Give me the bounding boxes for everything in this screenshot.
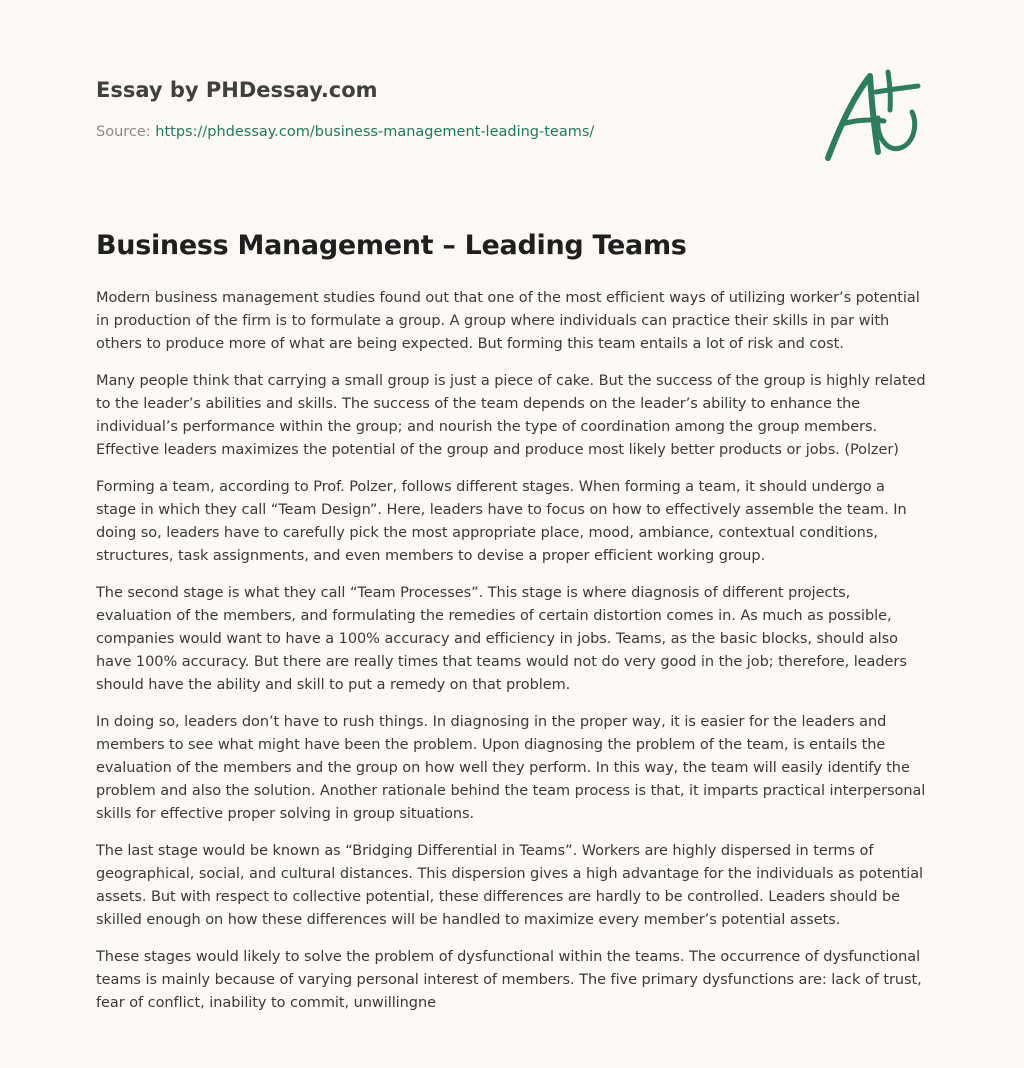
article-paragraph: In doing so, leaders don’t have to rush things. In diagnosing in the proper way, it is easier for the leaders and members to see what might have been the problem. Upon diagnosing the problem of the team, is entails the evaluation of the members and the group on how well they perform. In this way, the team will easily identify the problem and also the solution. Another rationale behind the team process is that, it imparts practical interpersonal skills for effective proper solving in group situations.	[96, 714, 926, 822]
article-paragraph: Modern business management studies found out that one of the most efficient ways of utilizing worker’s potential in production of the firm is to formulate a group. A group where individuals can practice their skills in par with others to produce more of what are being expected. But forming this team entails a lot of risk and cost.	[96, 290, 920, 352]
article-paragraph: Forming a team, according to Prof. Polzer, follows different stages. When forming a team, it should undergo a stage in which they call “Team Design”. Here, leaders have to focus on how to effectively assemble the team. In doing so, leaders have to carefully pick the most appropriate place, mood, ambiance, contextual conditions, structures, task assignments, and even members to devise a proper efficient working group.	[96, 479, 907, 564]
source-link[interactable]: https://phdessay.com/business-management-leading-teams/	[155, 124, 595, 140]
source-line	[96, 122, 796, 142]
article-paragraph: Many people think that carrying a small group is just a piece of cake. But the success of the group is highly related to the leader’s abilities and skills. The success of the team depends on the leader’s ability to enhance the individual’s performance within the group; and nourish the type of coordination among the group members. Effective leaders maximizes the potential of the group and produce most likely better products or jobs. (Polzer)	[96, 373, 926, 458]
article-paragraph: The second stage is what they call “Team Processes”. This stage is where diagnosis of different projects, evaluation of the members, and formulating the remedies of certain distortion comes in. As much as possible, companies would want to have a 100% accuracy and efficiency in jobs. Teams, as the basic blocks, should also have 100% accuracy. But there are really times that teams would not do very good in the job; therefore, leaders should have the ability and skill to put a remedy on that problem.	[96, 585, 907, 693]
a-plus-logo-icon	[818, 66, 928, 166]
page-header	[96, 74, 796, 142]
article-title: Business Management – Leading Teams	[96, 230, 687, 261]
article	[96, 223, 928, 1029]
article-paragraph: The last stage would be known as “Bridging Differential in Teams”. Workers are highly dispersed in terms of geographical, social, and cultural distances. This dispersion gives a high advantage for the individuals as potential assets. But with respect to collective potential, these differences are hardly to be controlled. Leaders should be skilled enough on how these differences will be handled to maximize every member’s potential assets.	[96, 843, 924, 928]
site-title: Essay by PHDessay.com	[96, 78, 378, 102]
source-label: Source:	[96, 124, 156, 140]
article-paragraph: These stages would likely to solve the problem of dysfunctional within the teams. The occurrence of dysfunctional teams is mainly because of varying personal interest of members. The five primary dysfunctions are: lack of trust, fear of conflict, inability to commit, unwillingne	[96, 949, 922, 1011]
